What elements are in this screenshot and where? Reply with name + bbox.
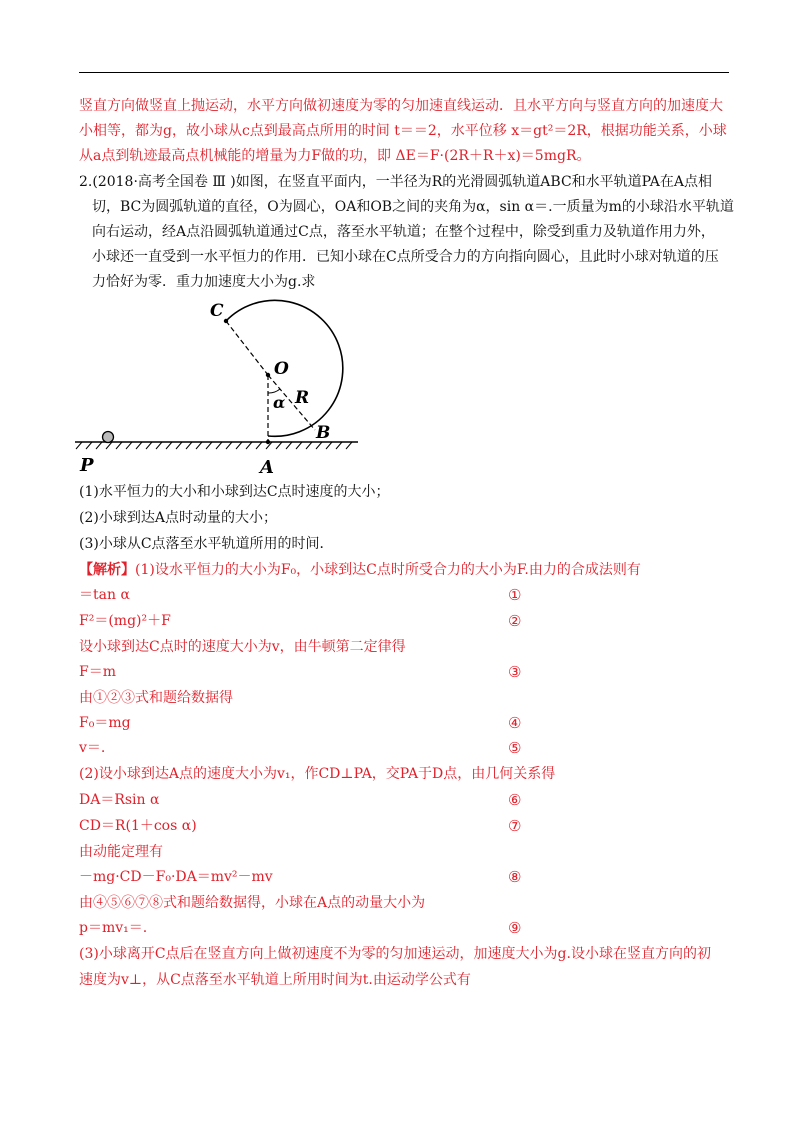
problem-line-1: 2.(2018·高考全国卷 Ⅲ )如图，在竖直平面内，一半径为R的光滑圆弧轨道ABC和水平轨道PA在A点相 [79,174,713,190]
solution-line: F²＝(mg)²＋F [79,613,171,629]
equation-number: ⑥ [508,791,522,809]
solution-line: p＝mv₁＝. [79,920,148,936]
equation-number: ① [508,586,522,604]
solution-line: (2)设小球到达A点的速度大小为v₁，作CD⊥PA，交PA于D点，由几何关系得 [79,766,556,782]
equation-number: ⑨ [508,919,522,937]
solution-line: 由④⑤⑥⑦⑧式和题给数据得，小球在A点的动量大小为 [79,895,426,911]
solution-line: ＝tan α [79,587,130,603]
track-diagram [70,290,370,480]
part3-line-2: 速度为v⊥，从C点落至水平轨道上所用时间为t.由运动学公式有 [79,972,471,988]
question-2: (2)小球到达A点时动量的大小； [79,510,277,526]
label-p: P [80,455,94,476]
point-o [266,373,270,377]
question-3: (3)小球从C点落至水平轨道所用的时间． [79,536,334,552]
ground-hatching [76,442,352,449]
solution-line: DA＝Rsin α [79,792,160,808]
ball [103,432,114,443]
solution-line: －mg·CD－F₀·DA＝mv²－mv [79,869,273,885]
equation-number: ⑤ [508,739,522,757]
part3-line-1: (3)小球离开C点后在竖直方向上做初速度不为零的匀加速运动，加速度大小为g.设小球在竖直方向的初 [79,946,711,962]
solution-line: 设小球到达C点时的速度大小为v，由牛顿第二定律得 [79,639,406,655]
problem-line-2: 切，BC为圆弧轨道的直径，O为圆心，OA和OB之间的夹角为α，sin α＝.一质量为m的小球沿水平轨道 [92,199,734,215]
label-r: R [295,388,310,408]
label-alpha: α [273,393,286,412]
solution-line: v＝. [79,740,106,756]
equation-number: ④ [508,714,522,732]
solution-line: 由动能定理有 [79,844,163,860]
solution-line: F₀＝mg [79,715,131,731]
point-c [224,319,228,323]
analysis-tag: 【解析】 [79,562,135,578]
equation-number: ② [508,612,522,630]
analysis-intro: (1)设水平恒力的大小为F₀，小球到达C点时所受合力的大小为F.由力的合成法则有 [135,562,641,578]
label-a: A [260,457,274,478]
label-c: C [210,301,224,321]
label-b: B [316,423,331,443]
point-a [266,440,270,444]
solution-line: F＝m [79,664,116,680]
equation-number: ⑦ [508,817,522,835]
equation-number: ③ [508,663,522,681]
para1-line-1: 竖直方向做竖直上抛运动，水平方向做初速度为零的匀加速直线运动．且水平方向与竖直方向的加速度大 [79,98,723,114]
para1-line-3: 从a点到轨迹最高点机械能的增量为力F做的功，即 ΔE＝F·(2R＋R＋x)＝5mgR。 [79,148,591,164]
label-o: O [274,359,289,379]
problem-line-4: 小球还一直受到一水平恒力的作用．已知小球在C点所受合力的方向指向圆心，且此时小球对轨道的压 [92,249,719,265]
question-1: (1)水平恒力的大小和小球到达C点时速度的大小； [79,484,390,500]
header-rule [79,72,729,73]
solution-line: 由①②③式和题给数据得 [79,690,233,706]
equation-number: ⑧ [508,868,522,886]
dashed-co [226,321,268,375]
problem-line-5: 力恰好为零．重力加速度大小为g.求 [92,274,316,290]
problem-line-3: 向右运动，经A点沿圆弧轨道通过C点，落至水平轨道；在整个过程中，除受到重力及轨道作用力外， [92,224,715,240]
para1-line-2: 小相等，都为g，故小球从c点到最高点所用的时间 t＝＝2，水平位移 x＝gt²＝2R，根据功能关系，小球 [79,123,727,139]
analysis-header [79,560,641,580]
solution-line: CD＝R(1＋cos α) [79,818,197,834]
